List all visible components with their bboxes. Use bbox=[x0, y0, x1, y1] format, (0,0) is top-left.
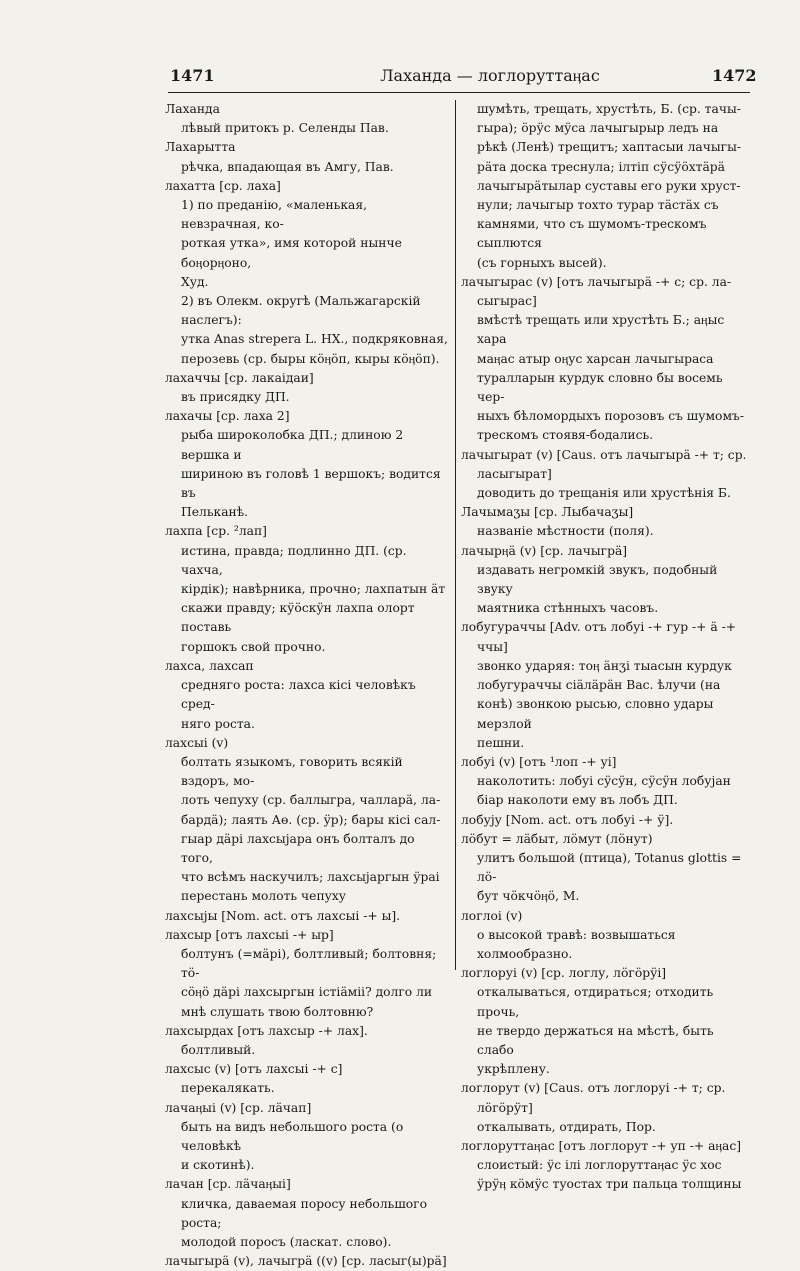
entry-definition-line: камнями, что съ шумомъ-трескомъ сыплются bbox=[477, 217, 707, 251]
entry-definition-line: утка Anas strepera L. НХ., подкряковная, bbox=[181, 332, 448, 347]
entry-definition-line: нули; лачыгыр тохто турар тӓстӓх съ bbox=[477, 198, 719, 213]
entry-headword-line: лахса, лахсап bbox=[165, 658, 254, 673]
entry-definition-line: откалываться, отдираться; отходить прочь, bbox=[477, 985, 714, 1019]
entry-definition-line: біар наколоти ему въ лобъ ДП. bbox=[477, 793, 678, 808]
entry-headword-line: лобугураччы [Adv. отъ лобуі -+ гур -+ ӓ -+ bbox=[461, 620, 737, 635]
entry-definition-line: улитъ большой (птица), Totanus glottis = лӧ- bbox=[477, 850, 742, 885]
entry-definition-line: болтливый. bbox=[181, 1042, 256, 1057]
entry-headword-line: лахпа [ср. ²лап] bbox=[165, 524, 267, 539]
entry-definition-line: лачыгырӓтылар суставы его руки хруст- bbox=[477, 178, 741, 193]
entry-definition-line: рѣкѣ (Ленѣ) трещитъ; хаптасыи лачыгы- bbox=[477, 140, 742, 155]
running-head-title: Лаханда — логлоруттаӊас bbox=[380, 66, 600, 85]
column-separator bbox=[455, 100, 456, 970]
entry-definition-line: откалывать, отдирать, Пор. bbox=[477, 1119, 656, 1134]
entry-definition-line: что всѣмъ наскучилъ; лахсыјаргын ӱраі bbox=[181, 870, 440, 885]
entry-definition-line: рѣчка, впадающая въ Амгу, Пав. bbox=[181, 159, 394, 174]
entry-definition-line: гыар дӓрі лахсыјара онъ болталъ до того, bbox=[181, 831, 415, 865]
entry-definition-line: скажи правду; кӱӧскӱн лахпа олорт поставь bbox=[181, 601, 415, 635]
entry-definition-line: названіе мѣстности (поля). bbox=[477, 524, 654, 539]
entry-definition-line: бардӓ); лаять Аө. (ср. ӱр); бары кісі сал- bbox=[181, 812, 441, 827]
entry-definition-line: въ присядку ДП. bbox=[181, 390, 290, 405]
entry-definition-line: вмѣстѣ трещать или хрустѣть Б.; аӊыс хара bbox=[477, 313, 725, 347]
entry-definition-line: лобугураччы сіӓлӓрӓн Вас. ѣлучи (на bbox=[477, 678, 721, 693]
entry-definition-line: наколотить: лобуі сӱсӱн, сӱсӱн лобујан bbox=[477, 774, 731, 789]
entry-definition-line: сыгырас] bbox=[477, 294, 537, 309]
entry-definition-line: болтать языкомъ, говорить всякій вздоръ, мо- bbox=[181, 754, 403, 789]
right-page-number: 1472 bbox=[712, 66, 757, 85]
entry-definition-line: издавать негромкій звукъ, подобный звуку bbox=[477, 562, 718, 597]
entry-headword-line: лахатта [ср. лаха] bbox=[165, 178, 281, 193]
entry-definition-line: быть на видъ небольшого роста (о человѣкѣ bbox=[181, 1119, 404, 1153]
entry-headword-line: лачан [ср. лӓчаӊыі] bbox=[165, 1177, 291, 1192]
entry-headword-line: лобују [Nom. act. отъ лобуі -+ ӱ]. bbox=[461, 812, 674, 827]
entry-definition-line: бут чӧкчӧӊӧ, М. bbox=[477, 889, 580, 904]
entry-headword-line: лахачы [ср. лаха 2] bbox=[165, 409, 290, 424]
entry-definition-line: (съ горныхъ высей). bbox=[477, 255, 607, 270]
entry-definition-line: шумѣть, трещать, хрустѣть, Б. (ср. тачы- bbox=[477, 102, 741, 116]
entry-definition-line: мнѣ слушать твою болтовню? bbox=[181, 1004, 374, 1019]
entry-headword-line: Лаханда bbox=[165, 102, 220, 116]
entry-headword-line: лӧбут = лӓбыт, лӧмут (лӧнут) bbox=[461, 831, 653, 846]
entry-definition-line: истина, правда; подлинно ДП. (ср. чахча, bbox=[181, 543, 407, 577]
entry-headword-line: лахсыјы [Nom. act. отъ лахсыі -+ ы]. bbox=[165, 908, 401, 923]
entry-definition-line: кличка, даваемая поросу небольшого роста; bbox=[181, 1196, 428, 1230]
entry-definition-line: конѣ) звонкою рысью, словно удары мерзлой bbox=[477, 697, 714, 731]
entry-definition-line: гыра); ӧрӱс мӱса лачыгырыр ледъ на bbox=[477, 121, 719, 136]
header-rule bbox=[168, 92, 750, 93]
entry-definition-line: болтунъ (=мӓрі), болтливый; болтовня; тӧ- bbox=[181, 946, 437, 981]
entry-definition-line: перозевь (ср. быры кӧӊӧп, кыры кӧӊӧп). bbox=[181, 351, 440, 366]
entry-definition-line: рӓта доска треснула; ілтіп сӱсӱӧхтӓрӓ bbox=[477, 159, 726, 174]
entry-definition-line: рыба широколобка ДП.; длиною 2 вершка и bbox=[181, 428, 404, 462]
entry-definition-line: слоистый: ӱс ілі логлоруттаӊас ӱс хос bbox=[477, 1158, 722, 1173]
entry-definition-line: няго роста. bbox=[181, 716, 255, 731]
entry-headword-line: лобуі (v) [отъ ¹лоп -+ уі] bbox=[461, 754, 617, 769]
entry-definition-line: кірдік); навѣрника, прочно; лахпатын ӓт bbox=[181, 582, 446, 597]
entry-definition-line: и скотинѣ). bbox=[181, 1158, 255, 1173]
entry-definition-line: лоть чепуху (ср. баллыгра, чалларӓ, ла- bbox=[181, 793, 441, 808]
entry-definition-line: 2) въ Олекм. округѣ (Мальжагарскій наслегъ): bbox=[181, 294, 421, 328]
entry-definition-line: Пельканѣ. bbox=[181, 505, 249, 520]
entry-definition-line: горшокъ свой прочно. bbox=[181, 639, 326, 654]
entry-headword-line: логлоі (v) bbox=[461, 908, 523, 923]
entry-headword-line: Лахарытта bbox=[165, 140, 236, 155]
right-column bbox=[461, 100, 751, 1195]
entry-definition-line: роткая утка», имя которой нынче боӊорӊоно, bbox=[181, 236, 402, 270]
entry-definition-line: перестань молоть чепуху bbox=[181, 889, 347, 904]
entry-headword-line: Лачымаӡы [ср. Лыбачаӡы] bbox=[461, 505, 634, 520]
entry-definition-line: шириною въ головѣ 1 вершокъ; водится въ bbox=[181, 466, 441, 501]
entry-definition-line: доводить до трещанія или хрустѣнія Б. bbox=[477, 486, 731, 501]
entry-headword-line: лачыгырат (v) [Caus. отъ лачыгырӓ -+ т; ср. bbox=[461, 447, 747, 462]
entry-definition-line: маятника стѣнныхъ часовъ. bbox=[477, 601, 659, 616]
entry-headword-line: лачаӊыі (v) [ср. лӓчап] bbox=[165, 1100, 312, 1115]
entry-headword-line: лахсыр [отъ лахсыі -+ ыр] bbox=[165, 927, 334, 942]
entry-definition-line: Худ. bbox=[181, 274, 209, 289]
entry-definition-line: пешни. bbox=[477, 735, 525, 750]
entry-definition-line: маӊас атыр оӊус харсан лачыгыраса bbox=[477, 351, 714, 366]
left-page-number: 1471 bbox=[170, 66, 215, 85]
entry-definition-line: ласыгырат] bbox=[477, 466, 552, 481]
entry-headword-line: логлоруі (v) [ср. логлу, лӧгӧрӱі] bbox=[461, 966, 667, 981]
entry-definition-line: не твердо держаться на мѣстѣ, быть слабо bbox=[477, 1023, 714, 1057]
entry-definition-line: 1) по преданію, «маленькая, невзрачная, ко- bbox=[181, 198, 368, 232]
entry-headword-line: логлоруттаӊас [отъ логлорут -+ уп -+ аӊас] bbox=[461, 1138, 742, 1153]
entry-definition-line: молодой поросъ (ласкат. слово). bbox=[181, 1234, 392, 1249]
entry-definition-line: трескомъ стоявя-бодались. bbox=[477, 428, 654, 443]
entry-definition-line: ччы] bbox=[477, 639, 508, 654]
entry-headword-line: логлорут (v) [Caus. отъ логлоруі -+ т; ср. bbox=[461, 1081, 726, 1096]
entry-definition-line: о высокой травѣ: возвышаться холмообразно. bbox=[477, 927, 676, 961]
left-column bbox=[165, 100, 450, 1271]
entry-headword-line: лачыгырас (v) [отъ лачыгырӓ -+ с; ср. ла- bbox=[461, 274, 732, 289]
entry-definition-line: сӧӊӧ дӓрі лахсыргын істіӓміі? долго ли bbox=[181, 985, 433, 1000]
entry-headword-line: лахаччы [ср. лакаідаи] bbox=[165, 370, 314, 385]
entry-headword-line: лахсыі (v) bbox=[165, 735, 229, 750]
entry-definition-line: лѣвый притокъ р. Селенды Пав. bbox=[181, 121, 389, 136]
entry-headword-line: лачырӊӓ (v) [ср. лачыгрӓ] bbox=[461, 543, 628, 558]
entry-definition-line: звонко ударяя: тоӊ ӓнӡі тыасын курдук bbox=[477, 658, 732, 673]
entry-definition-line: перекалякать. bbox=[181, 1081, 275, 1096]
entry-definition-line: средняго роста: лахса кісі человѣкъ сред- bbox=[181, 678, 416, 712]
entry-headword-line: лахсырдах [отъ лахсыр -+ лах]. bbox=[165, 1023, 368, 1038]
entry-definition-line: лӧгӧрӱт] bbox=[477, 1100, 533, 1115]
entry-definition-line: ӱрӱӊ кӧмӱс туостах три пальца толщины bbox=[477, 1177, 742, 1192]
entry-definition-line: ныхъ бѣломордыхъ порозовъ съ шумомъ- bbox=[477, 409, 744, 424]
entry-headword-line: лачыгырӓ (v), лачыгрӓ ((v) [ср. ласыг(ы)рӓ] bbox=[165, 1254, 447, 1269]
entry-definition-line: туралларын курдук словно бы восемь чер- bbox=[477, 370, 723, 405]
entry-definition-line: укрѣплену. bbox=[477, 1062, 550, 1077]
entry-headword-line: лахсыс (v) [отъ лахсыі -+ с] bbox=[165, 1062, 343, 1077]
